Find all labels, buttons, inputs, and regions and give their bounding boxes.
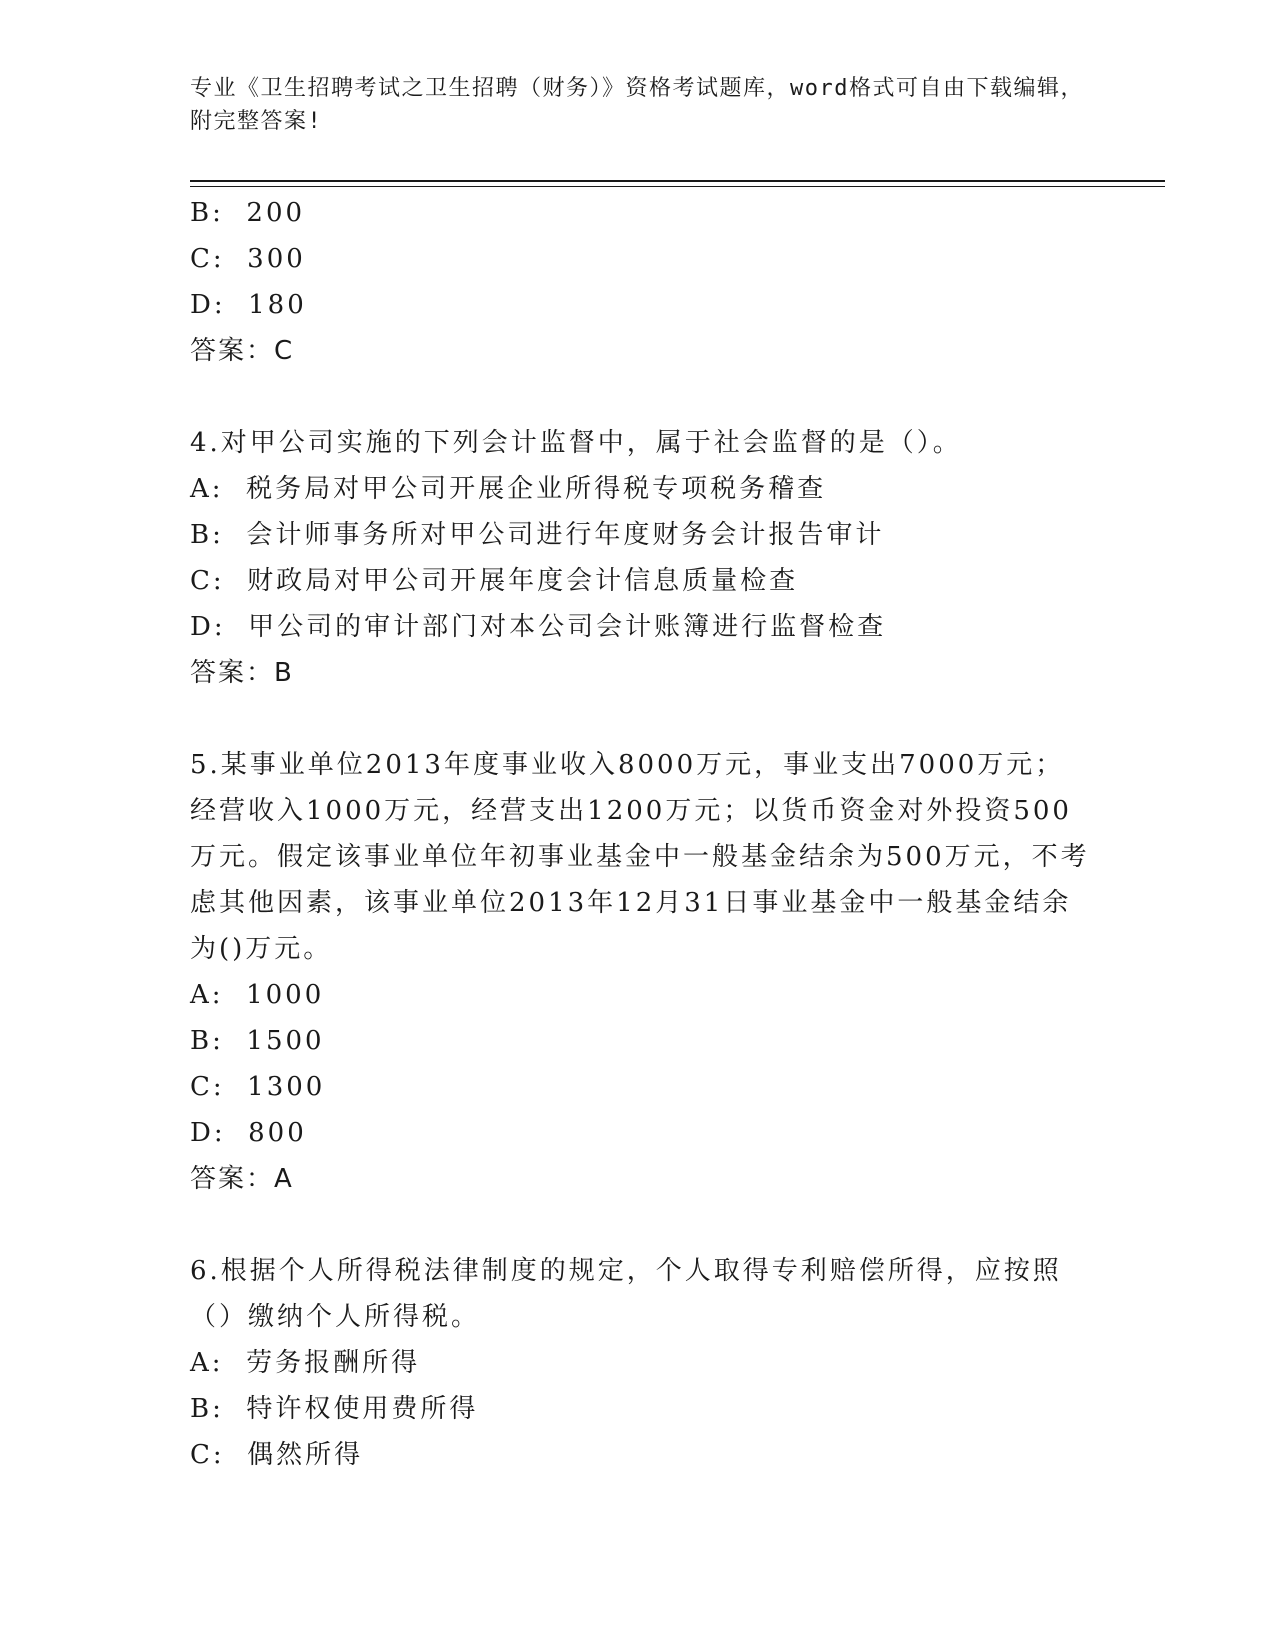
option-d: D: 180 bbox=[190, 290, 307, 320]
question-text: 4.对甲公司实施的下列会计监督中，属于社会监督的是（）。 bbox=[190, 428, 962, 458]
header-rule-thick bbox=[190, 180, 1165, 182]
question-5 bbox=[190, 742, 1090, 1202]
spacer bbox=[190, 374, 1090, 420]
question-6 bbox=[190, 1248, 1090, 1478]
question-text: 5.某事业单位2013年度事业收入8000万元，事业支出7000万元；经营收入1000万元，经营支出1200万元；以货币资金对外投资500万元。假定该事业单位年初事业基金中一般基金结余为500万元，不考虑其他因素，该事业单位2013年12月31日事业基金中一般基金结余为()万元。 bbox=[190, 750, 1090, 964]
question-3-tail bbox=[190, 190, 1090, 374]
document-header bbox=[190, 72, 1090, 138]
spacer bbox=[190, 1202, 1090, 1248]
option-b: B: 特许权使用费所得 bbox=[190, 1394, 479, 1424]
option-b: B: 1500 bbox=[190, 1026, 325, 1056]
spacer bbox=[190, 696, 1090, 742]
option-a: A: 1000 bbox=[190, 980, 325, 1010]
answer: 答案：B bbox=[190, 658, 294, 688]
option-a: A: 劳务报酬所得 bbox=[190, 1348, 421, 1378]
option-d: D: 甲公司的审计部门对本公司会计账簿进行监督检查 bbox=[190, 612, 887, 642]
option-a: A: 税务局对甲公司开展企业所得税专项税务稽查 bbox=[190, 474, 827, 504]
question-text: 6.根据个人所得税法律制度的规定，个人取得专利赔偿所得，应按照（）缴纳个人所得税。 bbox=[190, 1256, 1062, 1332]
option-d: D: 800 bbox=[190, 1118, 307, 1148]
option-c: C: 1300 bbox=[190, 1072, 326, 1102]
question-4 bbox=[190, 420, 1090, 696]
answer: 答案：C bbox=[190, 336, 295, 366]
option-c: C: 财政局对甲公司开展年度会计信息质量检查 bbox=[190, 566, 799, 596]
option-b: B: 200 bbox=[190, 198, 306, 228]
question-list bbox=[190, 190, 1090, 1478]
answer: 答案：A bbox=[190, 1164, 294, 1194]
header-rule-thin bbox=[190, 186, 1165, 187]
option-b: B: 会计师事务所对甲公司进行年度财务会计报告审计 bbox=[190, 520, 885, 550]
header-title: 专业《卫生招聘考试之卫生招聘（财务）》资格考试题库，word格式可自由下载编辑，附完整答案! bbox=[190, 76, 1084, 134]
option-c: C: 偶然所得 bbox=[190, 1440, 364, 1470]
option-c: C: 300 bbox=[190, 244, 306, 274]
